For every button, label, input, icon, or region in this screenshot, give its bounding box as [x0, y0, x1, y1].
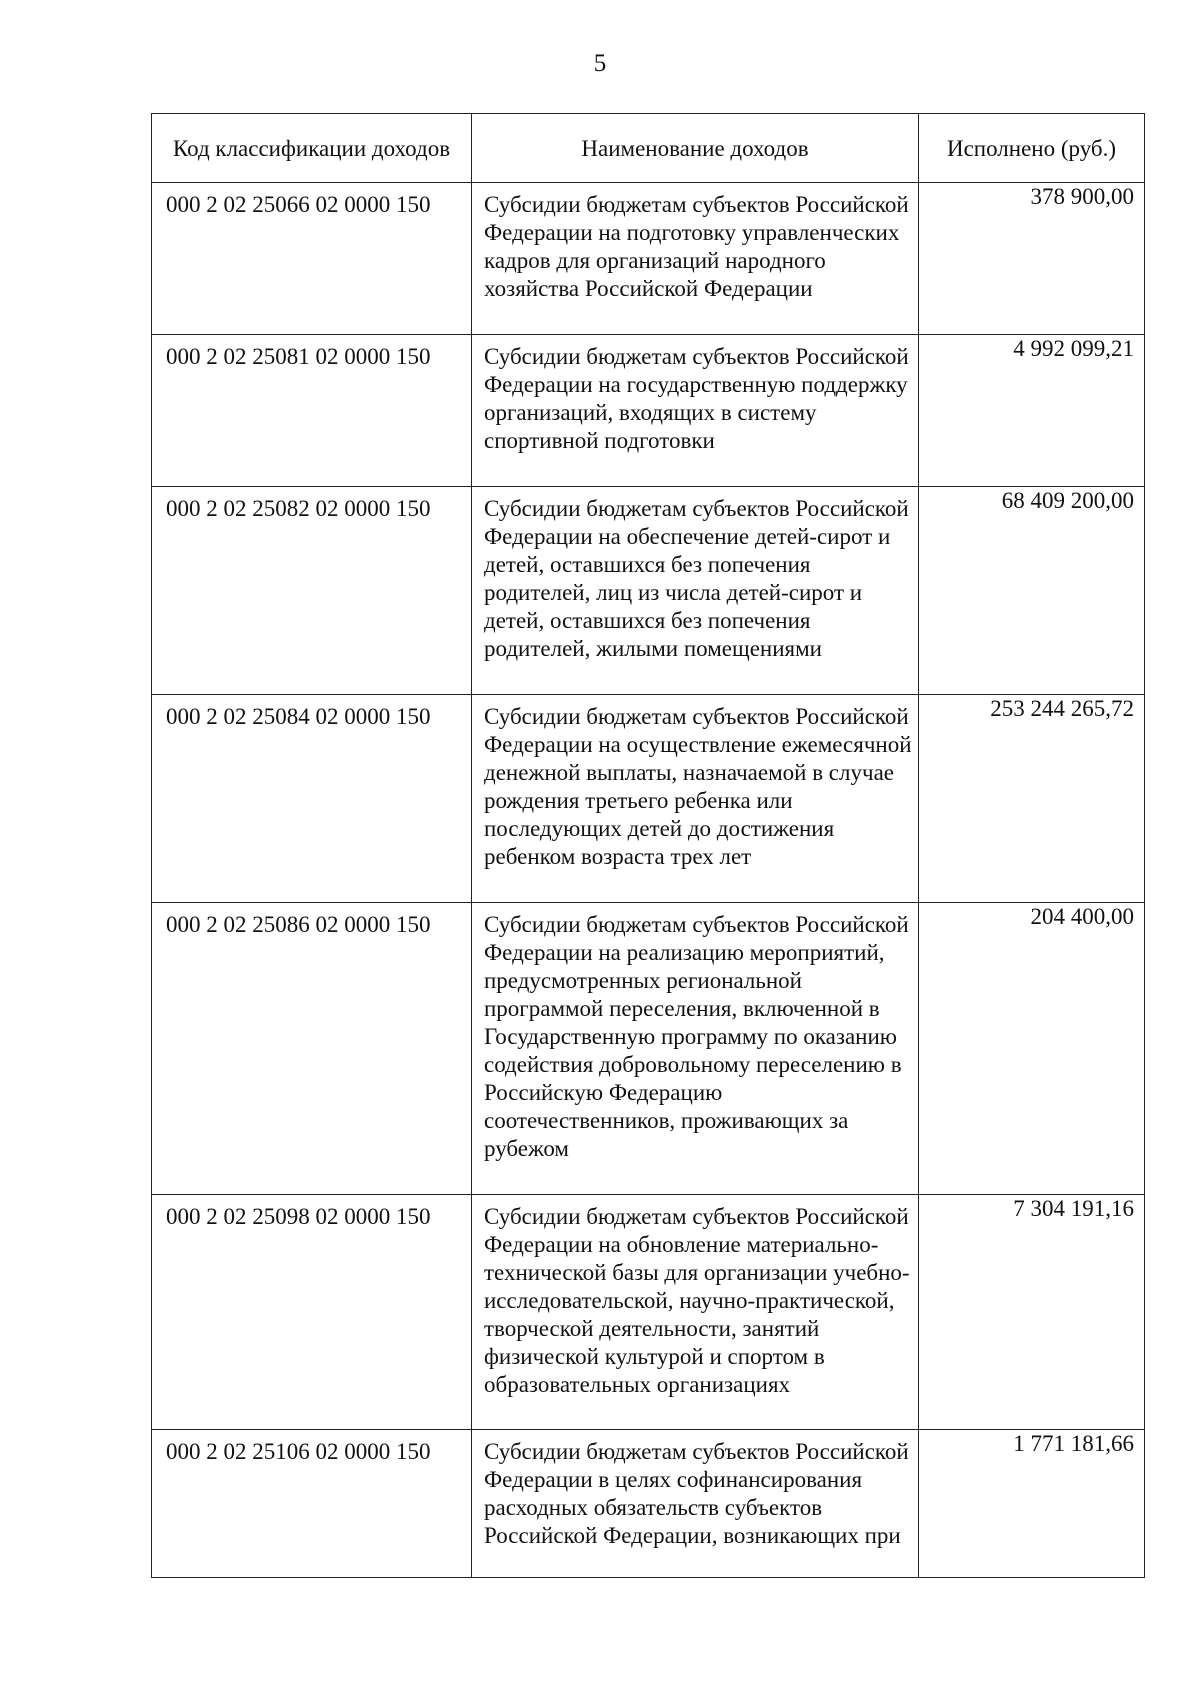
row-name: Субсидии бюджетам субъектов Российской Федерации на реализацию мероприятий, предусмотренных региональной программой переселения, включенной в Государственную программу по оказанию содействия добровольному переселению в Российскую Федерацию соотечественников, проживающих за рубежом: [472, 903, 919, 1195]
table-row: [152, 335, 1145, 487]
table-row: [152, 183, 1145, 335]
row-code: 000 2 02 25086 02 0000 150: [152, 903, 472, 1195]
table-row: [152, 1430, 1145, 1578]
row-name: Субсидии бюджетам субъектов Российской Федерации на государственную поддержку организаций, входящих в систему спортивной подготовки: [472, 335, 919, 487]
row-code: 000 2 02 25106 02 0000 150: [152, 1430, 472, 1578]
row-code: 000 2 02 25084 02 0000 150: [152, 695, 472, 903]
table-row: [152, 1195, 1145, 1430]
table-header-row: [152, 114, 1145, 183]
row-amount: 378 900,00: [919, 183, 1145, 335]
header-name: Наименование доходов: [472, 114, 919, 183]
row-name: Субсидии бюджетам субъектов Российской Федерации на подготовку управленческих кадров для организаций народного хозяйства Российской Федерации: [472, 183, 919, 335]
table-row: [152, 903, 1145, 1195]
row-name: Субсидии бюджетам субъектов Российской Федерации на обеспечение детей-сирот и детей, оставшихся без попечения родителей, лиц из числа детей-сирот и детей, оставшихся без попечения родителей, жилыми помещениями: [472, 487, 919, 695]
table-row: [152, 695, 1145, 903]
row-name: Субсидии бюджетам субъектов Российской Федерации на осуществление ежемесячной денежной выплаты, назначаемой в случае рождения третьего ребенка или последующих детей до достижения ребенком возраста трех лет: [472, 695, 919, 903]
header-code: Код классификации доходов: [152, 114, 472, 183]
row-amount: 204 400,00: [919, 903, 1145, 1195]
table-row: [152, 487, 1145, 695]
row-amount: 7 304 191,16: [919, 1195, 1145, 1430]
income-table: [151, 113, 1145, 1578]
row-amount: 1 771 181,66: [919, 1430, 1145, 1578]
row-code: 000 2 02 25081 02 0000 150: [152, 335, 472, 487]
row-name: Субсидии бюджетам субъектов Российской Федерации на обновление материально-технической базы для организации учебно-исследовательской, научно-практической, творческой деятельности, занятий физической культурой и спортом в образовательных организациях: [472, 1195, 919, 1430]
row-amount: 68 409 200,00: [919, 487, 1145, 695]
row-name: Субсидии бюджетам субъектов Российской Федерации в целях софинансирования расходных обязательств субъектов Российской Федерации, возникающих при: [472, 1430, 919, 1578]
row-code: 000 2 02 25082 02 0000 150: [152, 487, 472, 695]
row-amount: 253 244 265,72: [919, 695, 1145, 903]
row-code: 000 2 02 25066 02 0000 150: [152, 183, 472, 335]
row-amount: 4 992 099,21: [919, 335, 1145, 487]
page-number: 5: [593, 50, 607, 77]
header-amount: Исполнено (руб.): [919, 114, 1145, 183]
row-code: 000 2 02 25098 02 0000 150: [152, 1195, 472, 1430]
